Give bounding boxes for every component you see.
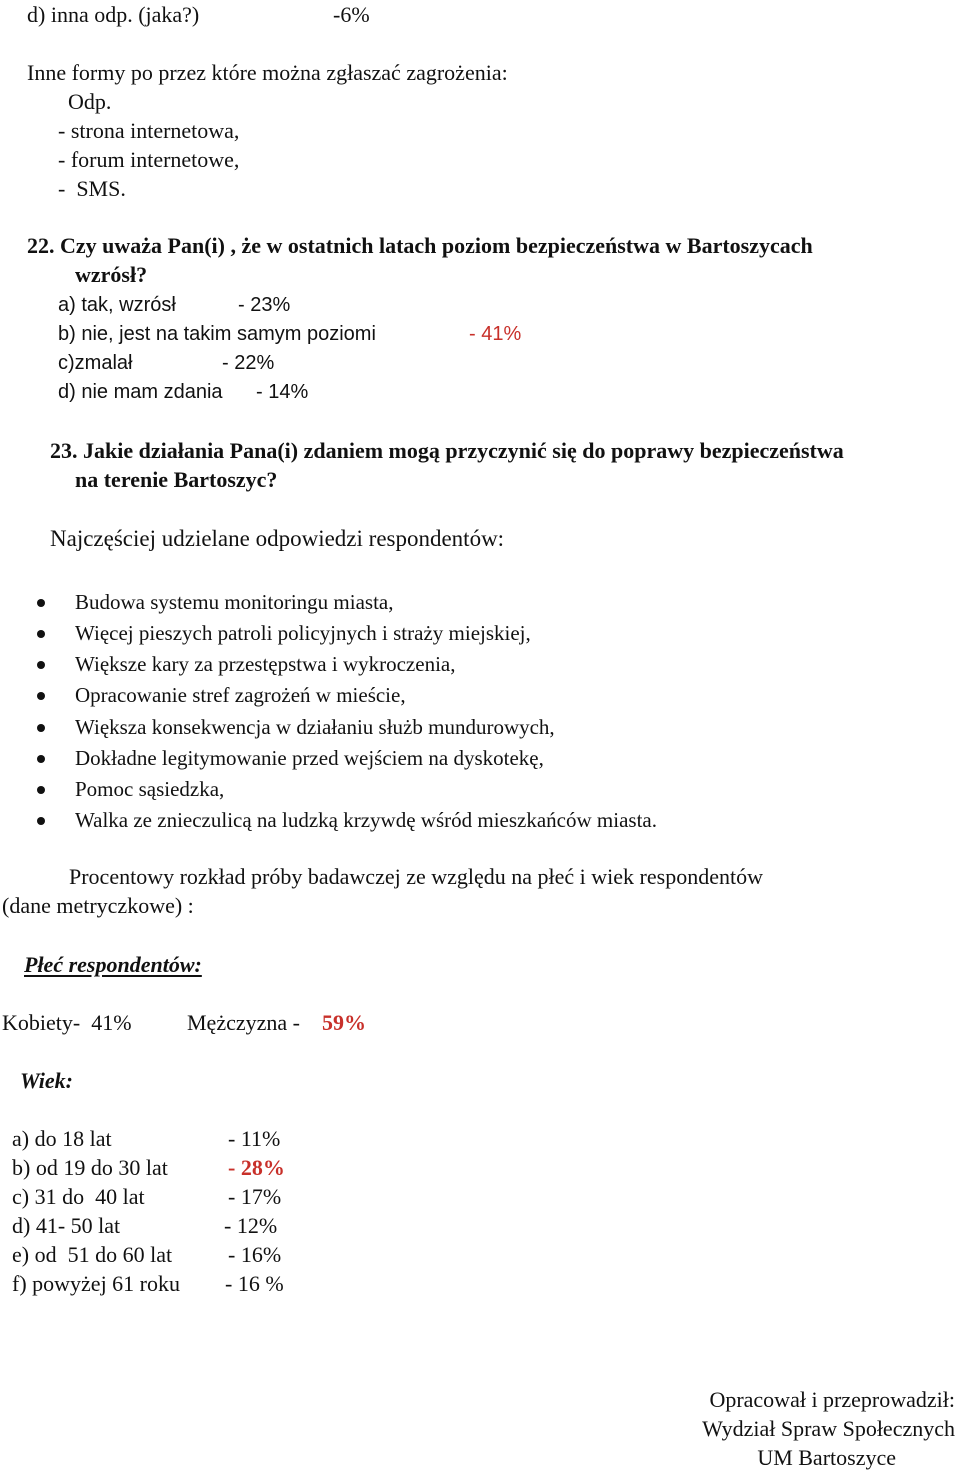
q22-answer-c-value: - 22%: [222, 352, 275, 374]
age-d-label: d) 41- 50 lat: [12, 1213, 121, 1238]
age-c-value: - 17%: [228, 1184, 282, 1209]
list-item: Walka ze znieczulicą na ludzką krzywdę wśród mieszkańców miasta.: [75, 808, 657, 832]
age-f-value: - 16 %: [225, 1271, 284, 1296]
report-forms-odp: Odp.: [68, 89, 112, 114]
q22-answer-c-label: c)zmalał: [58, 352, 133, 374]
bullet-icon: [37, 692, 45, 700]
age-a-value: - 11%: [228, 1126, 281, 1151]
men-label: Mężczyzna -: [187, 1010, 306, 1035]
metrics-intro-line-1: Procentowy rozkład próby badawczej ze względu na płeć i wiek respondentów: [69, 864, 763, 889]
bullet-icon: [37, 724, 45, 732]
q22-answer-a-value: - 23%: [238, 294, 291, 316]
question-22-line-1: 22. Czy uważa Pan(i) , że w ostatnich latach poziom bezpieczeństwa w Bartoszycach: [27, 233, 813, 258]
age-b-value: - 28%: [228, 1155, 285, 1180]
report-forms-heading: Inne formy po przez które można zgłaszać zagrożenia:: [27, 60, 508, 85]
list-item: Pomoc sąsiedzka,: [75, 777, 225, 801]
women-percentage: Kobiety- 41%: [2, 1010, 132, 1035]
bullet-icon: [37, 599, 45, 607]
q22-answer-a-label: a) tak, wzrósł: [58, 294, 176, 316]
option-d-value: -6%: [333, 2, 370, 27]
question-23-line-2: na terenie Bartoszyc?: [75, 467, 278, 492]
bullet-icon: [37, 661, 45, 669]
age-heading: Wiek:: [20, 1068, 73, 1093]
bullet-icon: [37, 630, 45, 638]
age-b-label: b) od 19 do 30 lat: [12, 1155, 168, 1180]
bullet-icon: [37, 755, 45, 763]
age-c-label: c) 31 do 40 lat: [12, 1184, 145, 1209]
age-e-value: - 16%: [228, 1242, 282, 1267]
responses-subheading: Najczęściej udzielane odpowiedzi respondentów:: [50, 526, 505, 551]
q22-answer-d-label: d) nie mam zdania: [58, 381, 223, 403]
q22-answer-b-value: - 41%: [469, 323, 522, 345]
bullet-icon: [37, 817, 45, 825]
question-23-line-1: 23. Jakie działania Pana(i) zdaniem mogą przyczynić się do poprawy bezpieczeństwa: [50, 438, 844, 463]
list-item: Większe kary za przestępstwa i wykroczenia,: [75, 652, 456, 676]
option-d-label: d) inna odp. (jaka?): [27, 2, 200, 27]
list-item: Opracowanie stref zagrożeń w mieście,: [75, 683, 406, 707]
age-e-label: e) od 51 do 60 lat: [12, 1242, 173, 1267]
gender-heading: Płeć respondentów:: [24, 952, 202, 977]
report-form-item: - SMS.: [58, 176, 126, 201]
age-a-label: a) do 18 lat: [12, 1126, 112, 1151]
question-22-line-2: wzrósł?: [75, 262, 148, 287]
list-item: Budowa systemu monitoringu miasta,: [75, 590, 394, 614]
footer-office: UM Bartoszyce: [757, 1445, 896, 1470]
list-item: Dokładne legitymowanie przed wejściem na dyskotekę,: [75, 746, 544, 770]
report-form-item: - forum internetowe,: [58, 147, 240, 172]
footer-prepared-by: Opracował i przeprowadził:: [709, 1387, 955, 1412]
men-percentage: 59%: [322, 1010, 366, 1035]
q22-answer-d-value: - 14%: [256, 381, 309, 403]
footer-department: Wydział Spraw Społecznych: [702, 1416, 955, 1441]
report-form-item: - strona internetowa,: [58, 118, 240, 143]
age-f-label: f) powyżej 61 roku: [12, 1271, 181, 1296]
list-item: Większa konsekwencja w działaniu służb mundurowych,: [75, 715, 555, 739]
bullet-icon: [37, 786, 45, 794]
age-d-value: - 12%: [224, 1213, 278, 1238]
metrics-intro-line-2: (dane metryczkowe) :: [2, 893, 194, 918]
list-item: Więcej pieszych patroli policyjnych i straży miejskiej,: [75, 621, 531, 645]
q22-answer-b-label: b) nie, jest na takim samym poziomi: [58, 323, 376, 345]
